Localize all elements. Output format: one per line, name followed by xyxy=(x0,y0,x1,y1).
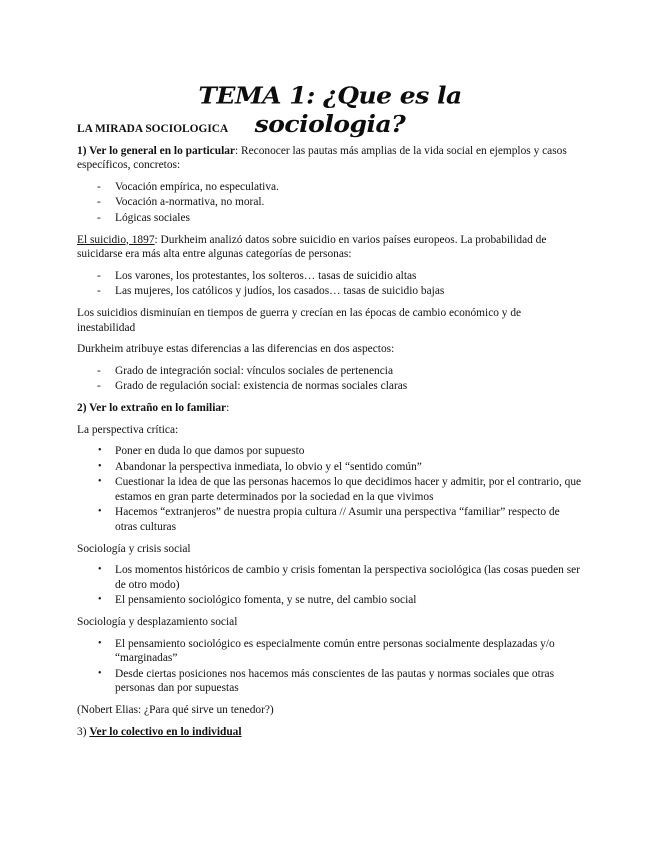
list-item xyxy=(77,195,582,210)
bullet-marker: • xyxy=(98,637,102,649)
list-item xyxy=(77,505,582,534)
list-item-text: Cuestionar la idea de que las personas hacemos lo que decidimos hacer y admitir, por el contrario, que estamos en gran parte determinados por la sociedad en la que vivimos xyxy=(115,476,582,503)
dash-marker: - xyxy=(97,364,101,377)
bullet-marker: • xyxy=(98,506,102,518)
s1-list xyxy=(77,180,582,226)
displacement-list xyxy=(77,637,582,696)
dash-marker: - xyxy=(97,211,101,224)
list-item xyxy=(77,444,582,459)
suicide-list xyxy=(77,269,582,299)
dash-marker: - xyxy=(97,269,101,282)
list-item-text: El pensamiento sociológico es especialmente común entre personas socialmente desplazadas y/o “marginadas” xyxy=(115,637,555,665)
war-paragraph: Los suicidios disminuían en tiempos de guerra y crecían en las épocas de cambio económico y de inestabilidad xyxy=(77,306,522,334)
list-item xyxy=(77,637,582,666)
list-item xyxy=(77,593,582,608)
s2-heading-paragraph xyxy=(77,401,582,416)
list-item-text: Las mujeres, los católicos y judíos, los casados… tasas de suicidio bajas xyxy=(115,285,445,298)
list-item-text: Grado de regulación social: existencia de normas sociales claras xyxy=(115,380,408,393)
dash-marker: - xyxy=(97,380,101,393)
list-item-text: Los momentos históricos de cambio y crisis fomentan la perspectiva sociológica (las cosas pueden ser de otro modo) xyxy=(115,564,580,591)
s3-heading-number: 3) xyxy=(77,725,90,738)
critical-list xyxy=(77,444,582,535)
section-heading: LA MIRADA SOCIOLOGICA xyxy=(77,123,229,135)
suicide-reference: El suicidio, 1897 xyxy=(77,233,155,246)
s2-heading-rest: : xyxy=(226,401,230,414)
aspects-list xyxy=(77,364,582,394)
s1-heading-paragraph xyxy=(77,144,582,173)
s3-heading-bold: Ver lo colectivo en lo individual xyxy=(89,725,242,738)
bullet-marker: • xyxy=(98,460,102,472)
elias-note: (Nobert Elias: ¿Para qué sirve un tenedor?) xyxy=(77,704,274,716)
bullet-marker: • xyxy=(98,564,102,576)
list-item-text: Vocación a-normativa, no moral. xyxy=(115,196,265,209)
critical-perspective-intro: La perspectiva crítica: xyxy=(77,423,179,436)
list-item-text: Vocación empírica, no especulativa. xyxy=(115,180,279,193)
s2-heading-bold: 2) Ver lo extraño en lo familiar xyxy=(77,401,227,414)
crisis-title: Sociología y crisis social xyxy=(77,542,191,555)
list-item xyxy=(77,563,582,592)
durkheim-paragraph: Durkheim atribuye estas diferencias a las diferencias en dos aspectos: xyxy=(77,343,395,356)
list-item xyxy=(77,284,582,299)
s3-heading-paragraph xyxy=(77,725,582,740)
bullet-marker: • xyxy=(98,594,102,606)
bullet-marker: • xyxy=(98,445,102,457)
bullet-marker: • xyxy=(98,476,102,488)
list-item-text: Hacemos “extranjeros” de nuestra propia cultura // Asumir una perspectiva “familiar” respecto de otras culturas xyxy=(115,506,560,534)
list-item-text: Grado de integración social: vínculos sociales de pertenencia xyxy=(115,364,394,377)
list-item xyxy=(77,180,582,195)
displacement-title: Sociología y desplazamiento social xyxy=(77,616,238,629)
page-title: TEMA 1: ¿Que es la sociologia? xyxy=(198,81,462,138)
bullet-marker: • xyxy=(98,667,102,679)
list-item xyxy=(77,364,582,379)
s1-heading-bold: Ver lo general en lo particular xyxy=(89,144,235,157)
crisis-list xyxy=(77,563,582,608)
list-item-text: Los varones, los protestantes, los solteros… tasas de suicidio altas xyxy=(115,269,417,282)
list-item-text: Lógicas sociales xyxy=(115,211,190,224)
list-item-text: Poner en duda lo que damos por supuesto xyxy=(115,445,305,458)
dash-marker: - xyxy=(97,180,101,193)
dash-marker: - xyxy=(97,196,101,209)
list-item xyxy=(77,379,582,394)
s1-heading-number: 1) xyxy=(77,144,90,157)
list-item xyxy=(77,460,582,475)
list-item-text: Abandonar la perspectiva inmediata, lo obvio y el “sentido común” xyxy=(115,460,422,473)
list-item-text: El pensamiento sociológico fomenta, y se nutre, del cambio social xyxy=(115,594,417,607)
document-body xyxy=(77,122,582,746)
dash-marker: - xyxy=(97,285,101,298)
s1-heading-rest: : Reconocer las pautas más amplias de la vida social en ejemplos y casos específicos, concretos: xyxy=(77,144,567,172)
suicide-paragraph xyxy=(77,233,582,262)
list-item xyxy=(77,211,582,226)
suicide-text: : Durkheim analizó datos sobre suicidio en varios países europeos. La probabilidad de suicidarse era más alta entre algunas categorías de personas: xyxy=(77,233,547,261)
list-item-text: Desde ciertas posiciones nos hacemos más conscientes de las pautas y normas sociales que otras personas dan por supuestas xyxy=(115,667,555,695)
list-item xyxy=(77,475,582,504)
list-item xyxy=(77,667,582,696)
list-item xyxy=(77,269,582,284)
